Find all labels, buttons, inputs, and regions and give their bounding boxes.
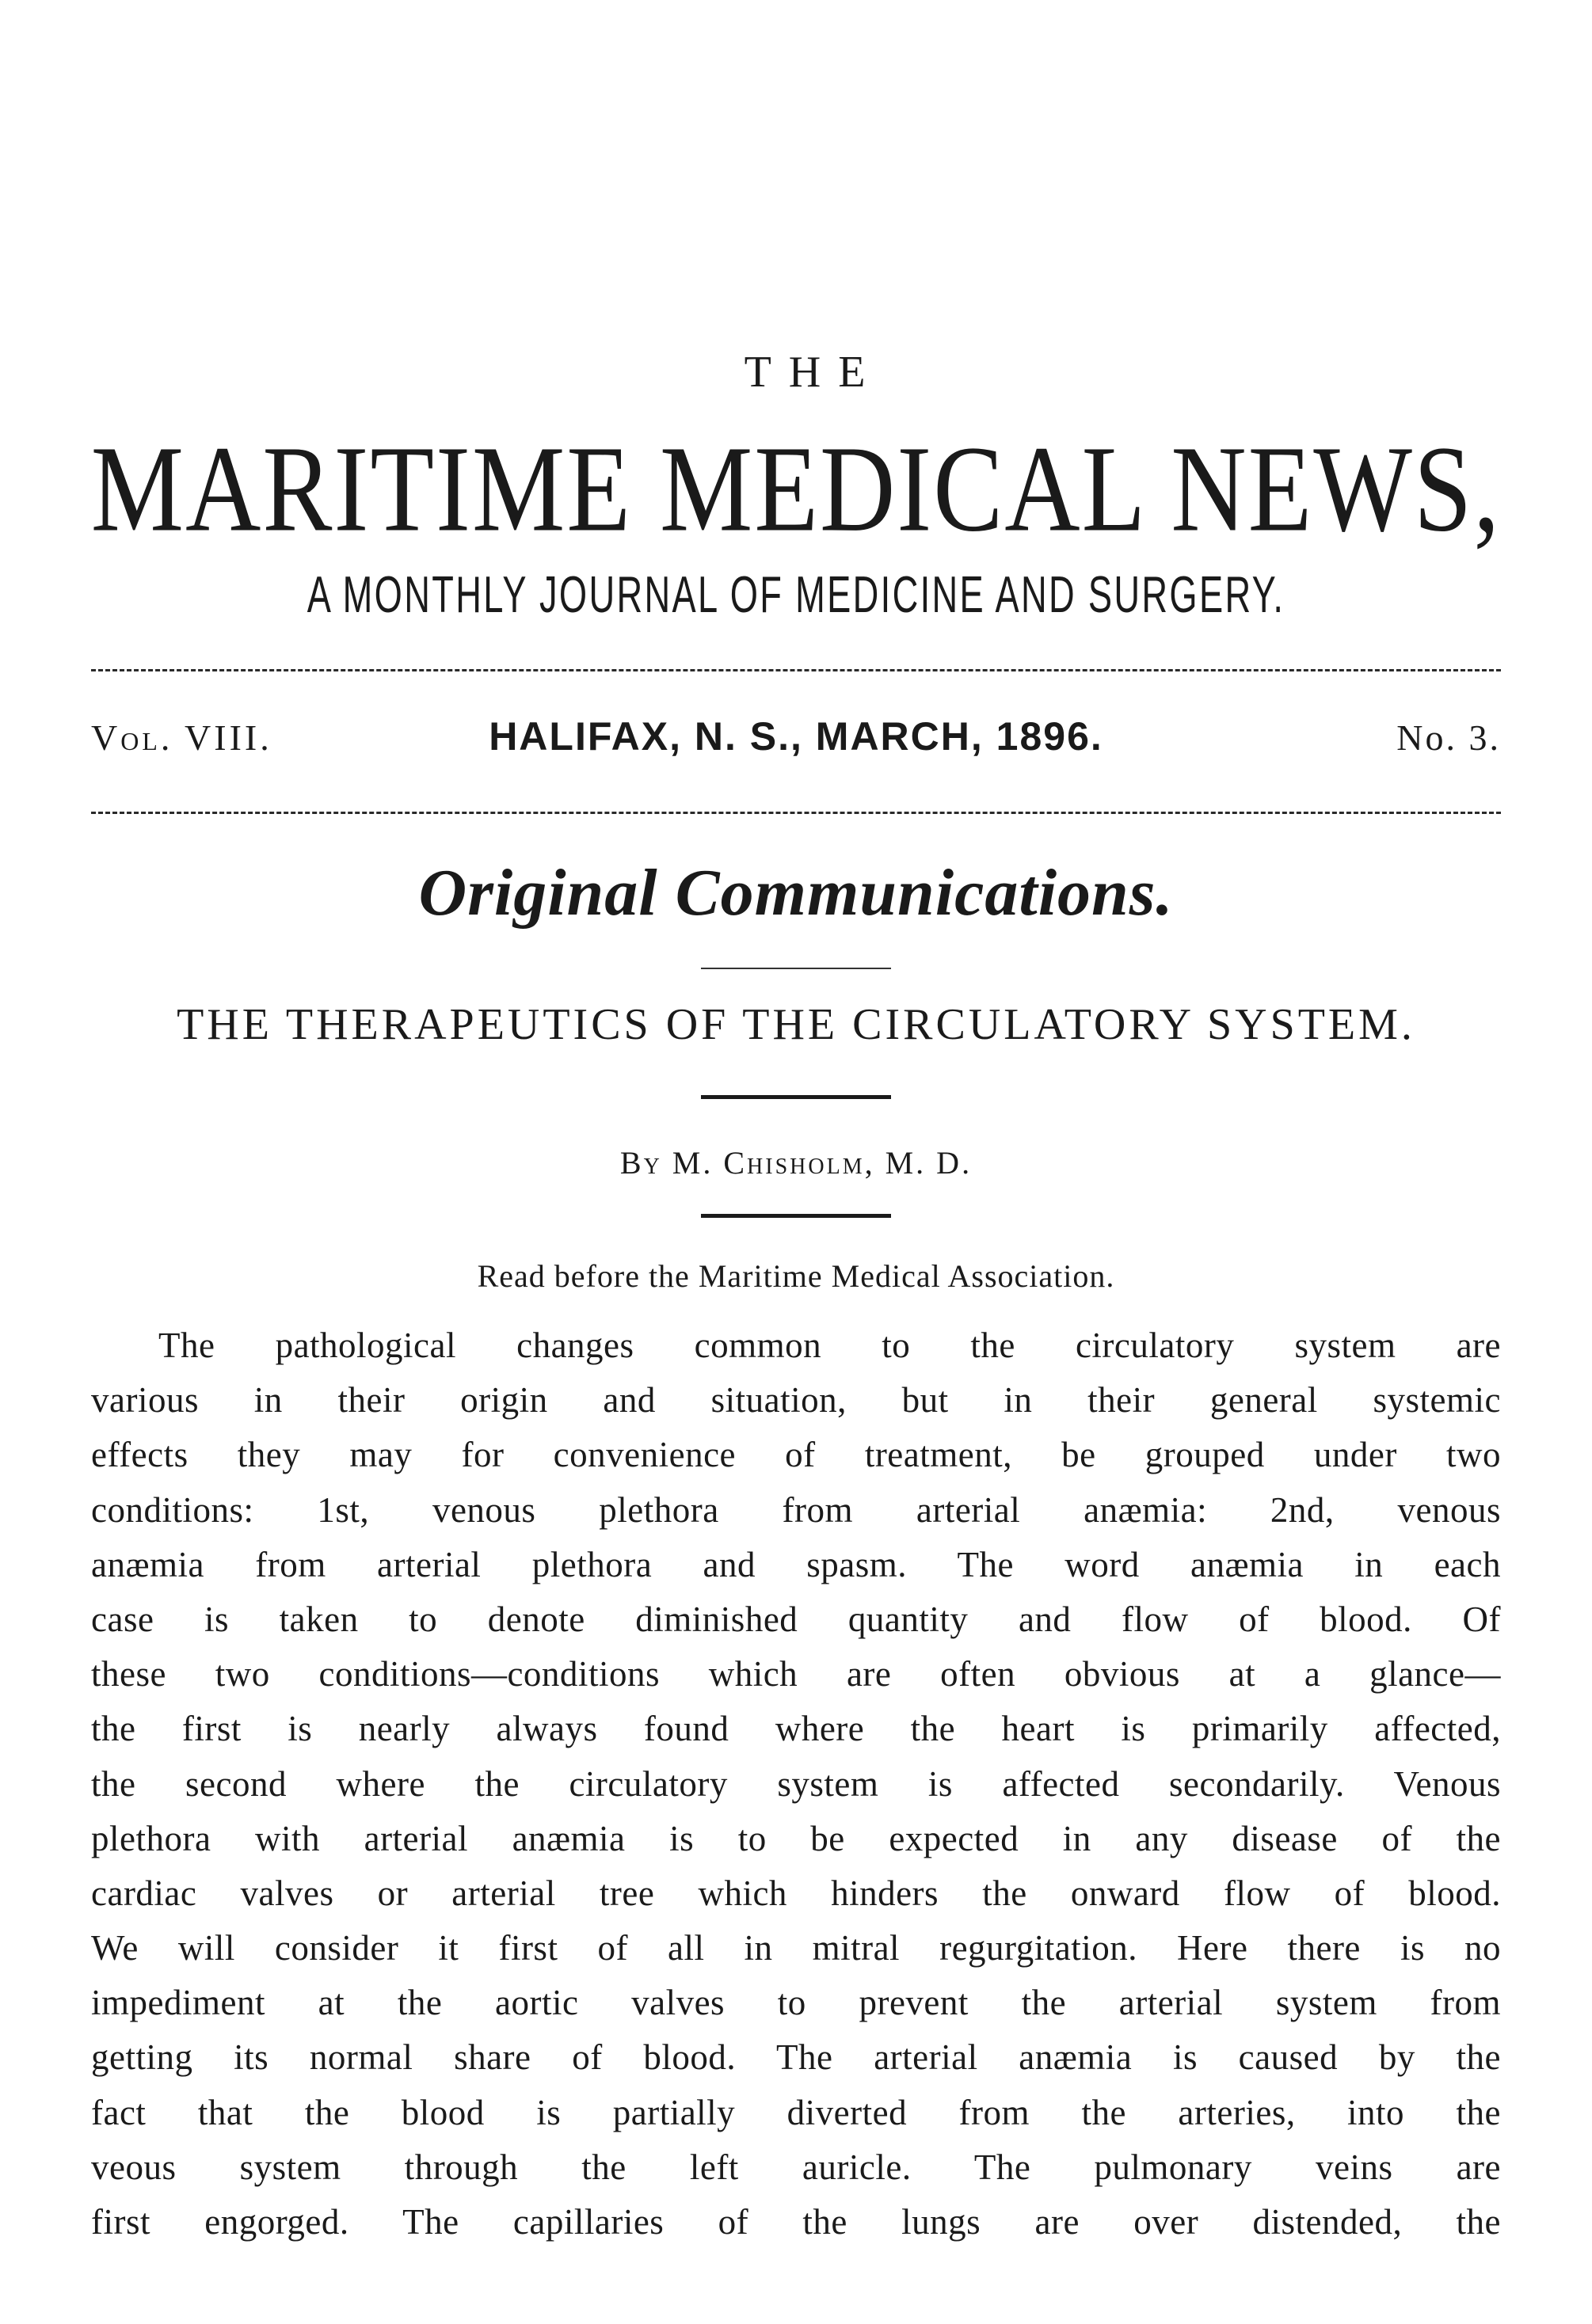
body-line: these two conditions—conditions which are often obvious at a glance— bbox=[91, 1654, 1501, 1695]
journal-title: MARITIME MEDICAL NEWS, bbox=[90, 420, 1502, 557]
body-line: case is taken to denote diminished quantity and flow of blood. Of bbox=[91, 1599, 1501, 1639]
section-heading: Original Communications. bbox=[418, 856, 1174, 930]
divider-rule bbox=[701, 1214, 891, 1218]
header-rule-top bbox=[91, 669, 1501, 671]
article-body bbox=[91, 1318, 1501, 2250]
body-line: various in their origin and situation, but in their general systemic bbox=[91, 1380, 1501, 1421]
body-line: The pathological changes common to the circulatory system are bbox=[158, 1326, 1501, 1365]
masthead-the: THE bbox=[744, 348, 883, 397]
divider-rule bbox=[701, 1095, 891, 1099]
body-line: We will consider it first of all in mitral regurgitation. Here there is no bbox=[91, 1928, 1501, 1968]
issue-number: No. 3. bbox=[1396, 717, 1501, 758]
header-rule-bottom bbox=[91, 812, 1501, 814]
body-line: the second where the circulatory system is affected secondarily. Venous bbox=[91, 1763, 1501, 1804]
dateline bbox=[91, 714, 1501, 772]
body-line: getting its normal share of blood. The arterial anæmia is caused by the bbox=[91, 2037, 1501, 2078]
volume-label: Vol. VIII. bbox=[91, 717, 272, 758]
byline: By M. Chisholm, M. D. bbox=[619, 1145, 973, 1181]
body-line: conditions: 1st, venous plethora from arterial anæmia: 2nd, venous bbox=[91, 1489, 1501, 1530]
body-line: plethora with arterial anæmia is to be expected in any disease of the bbox=[91, 1818, 1501, 1858]
body-line: impediment at the aortic valves to prevent the arterial system from bbox=[91, 1983, 1501, 2023]
read-before-note: Read before the Maritime Medical Association. bbox=[477, 1258, 1115, 1294]
body-line: fact that the blood is partially diverted from the arteries, into the bbox=[91, 2092, 1501, 2132]
body-line: veous system through the left auricle. The pulmonary veins are bbox=[91, 2147, 1501, 2187]
body-line: effects they may for convenience of treatment, be grouped under two bbox=[91, 1435, 1501, 1475]
article-title: THE THERAPEUTICS OF THE CIRCULATORY SYSTEM. bbox=[177, 1000, 1415, 1049]
body-line: the first is nearly always found where the heart is primarily affected, bbox=[91, 1709, 1501, 1749]
body-line: first engorged. The capillaries of the lungs are over distended, the bbox=[91, 2202, 1501, 2242]
journal-subtitle: A MONTHLY JOURNAL OF MEDICINE AND SURGERY. bbox=[307, 566, 1285, 624]
divider-rule bbox=[701, 968, 891, 969]
place-date: HALIFAX, N. S., MARCH, 1896. bbox=[489, 714, 1103, 759]
body-line: anæmia from arterial plethora and spasm. The word anæmia in each bbox=[91, 1544, 1501, 1584]
body-line: cardiac valves or arterial tree which hinders the onward flow of blood. bbox=[91, 1873, 1501, 1913]
